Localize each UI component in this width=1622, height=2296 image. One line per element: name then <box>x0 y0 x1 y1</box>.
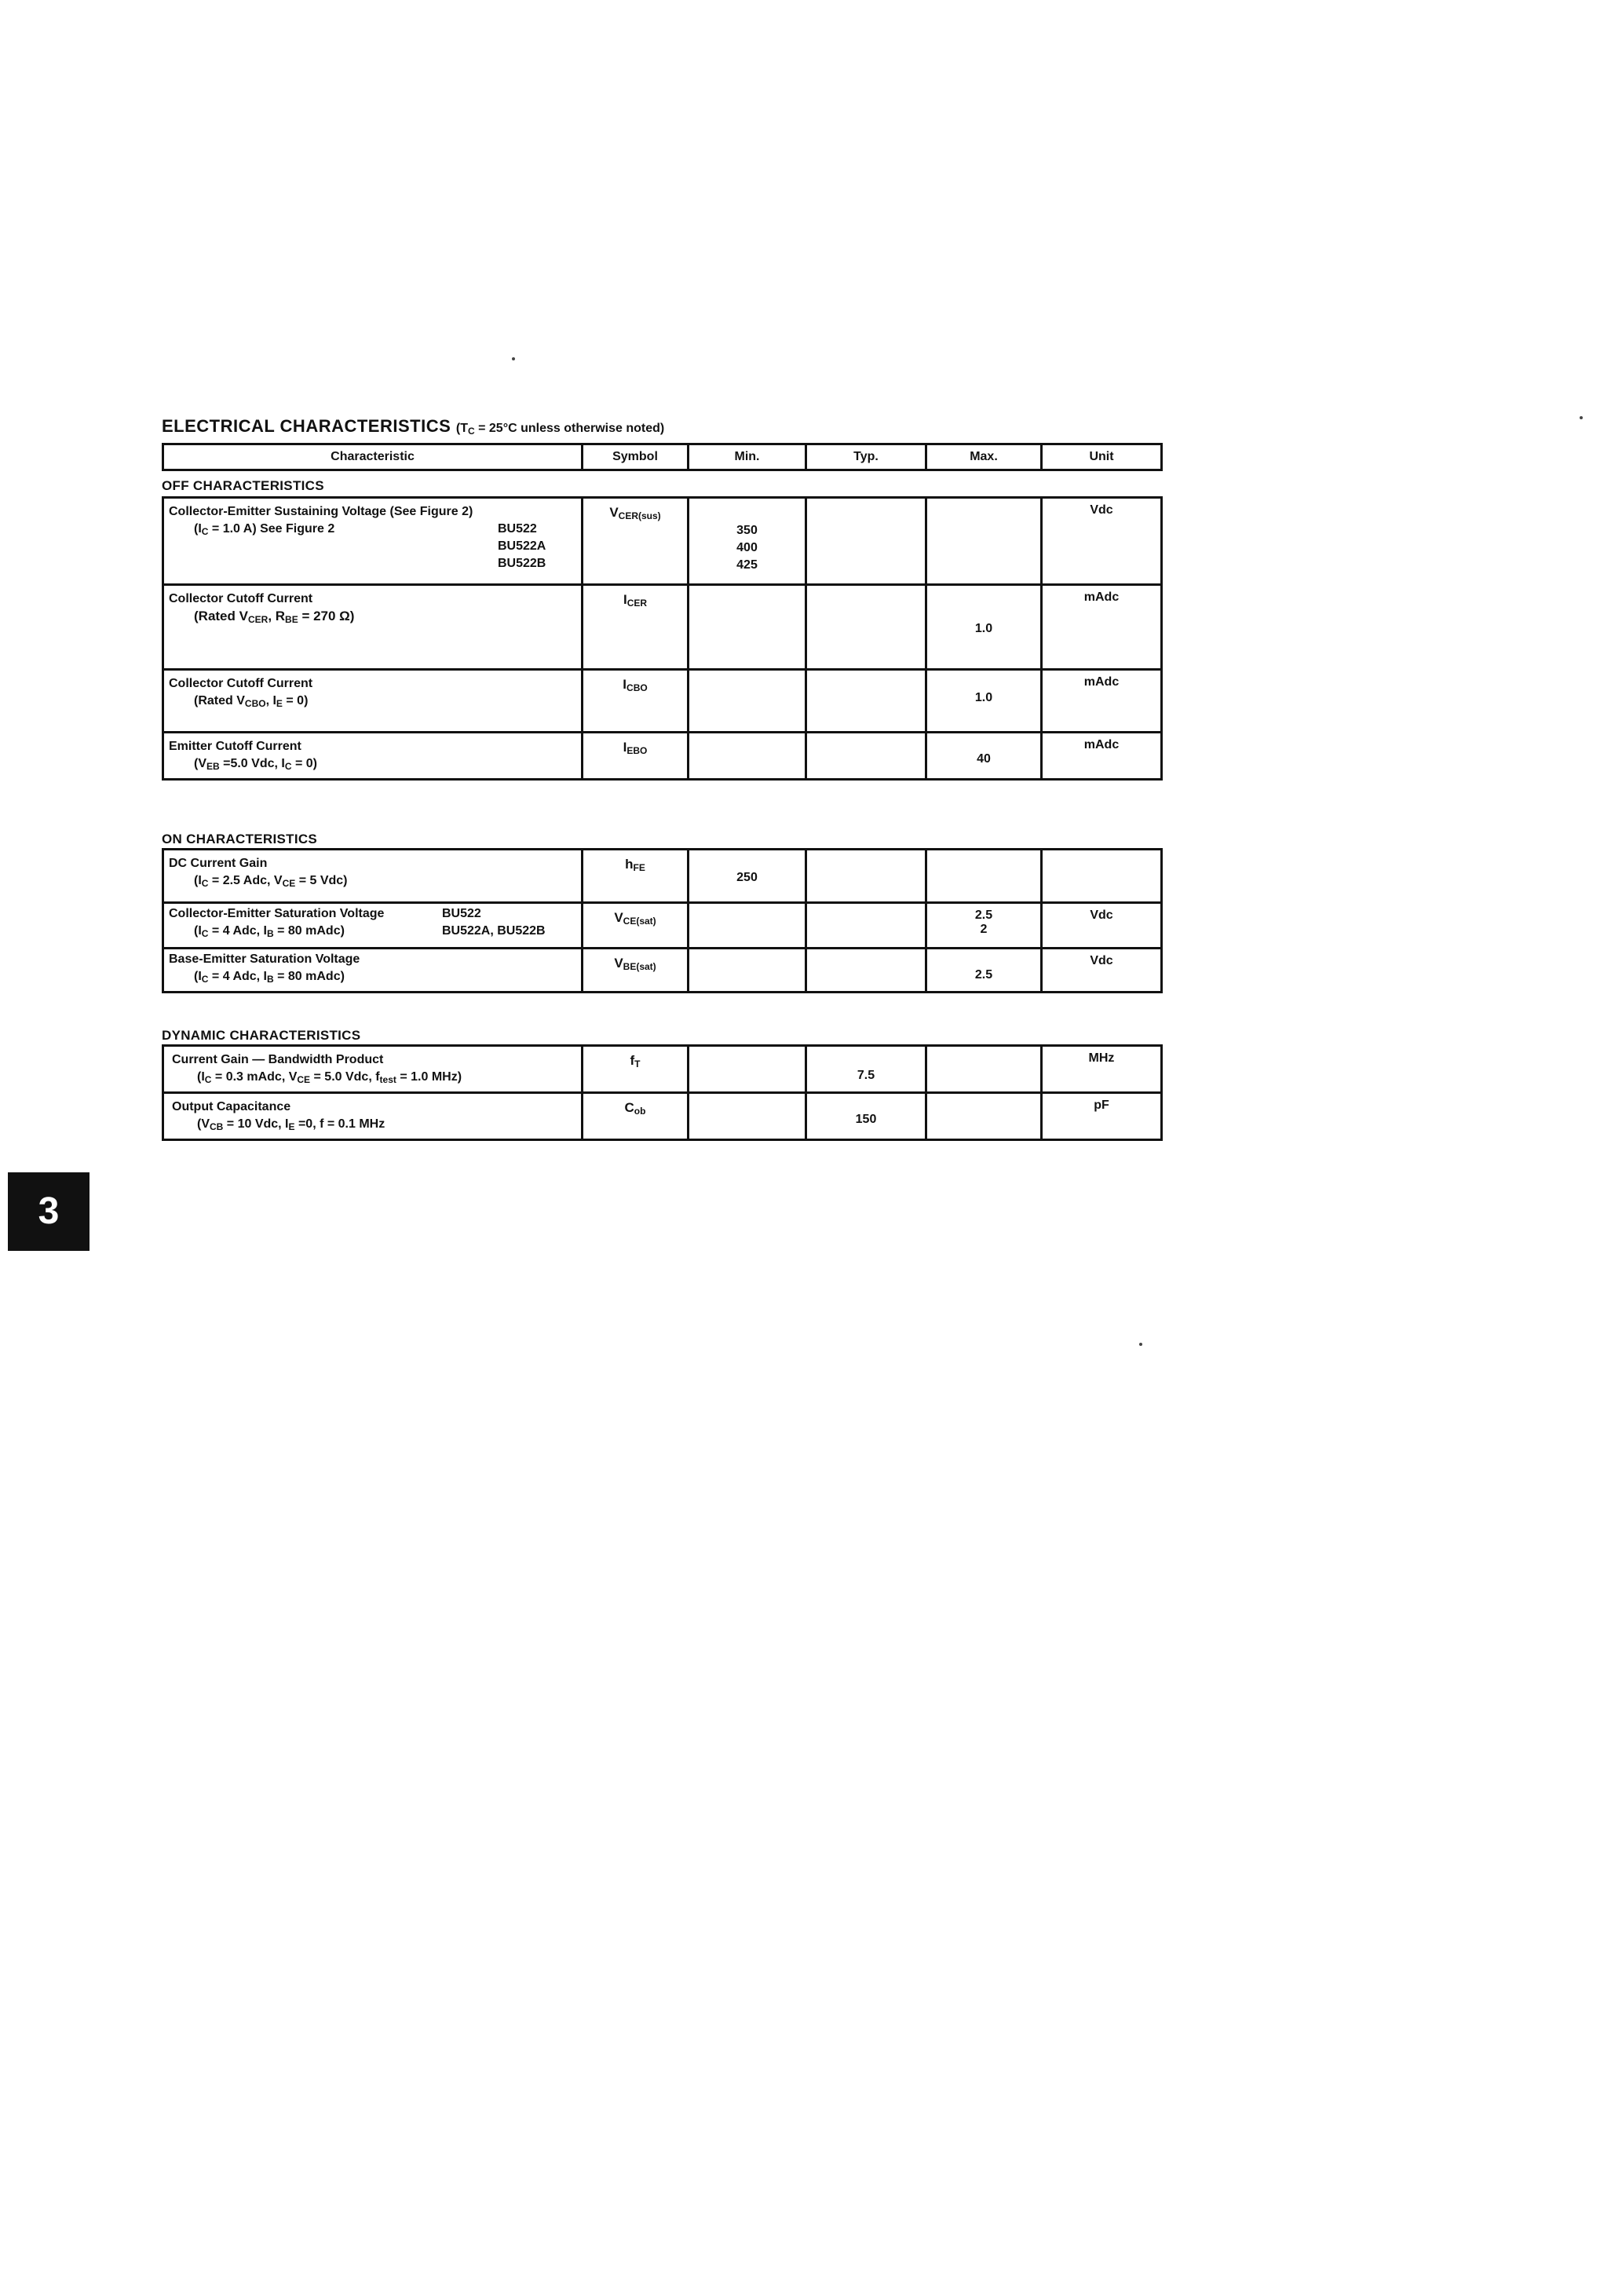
dynamic-characteristics-label: DYNAMIC CHARACTERISTICS <box>162 1028 361 1043</box>
off-characteristics-label: OFF CHARACTERISTICS <box>162 478 324 493</box>
section-title <box>162 416 664 437</box>
max-cell: 40 <box>926 733 1042 780</box>
off-characteristics-table <box>162 443 1163 471</box>
unit-cell: Vdc <box>1042 949 1162 993</box>
unit-cell: MHz <box>1042 1046 1162 1093</box>
typ-cell <box>806 670 926 733</box>
characteristic-cell: Collector Cutoff Current (Rated $V_{CER}$, $R_{BE} = 270$ Ω) <box>163 585 583 670</box>
characteristic-cell: Emitter Cutoff Current ($V_{EB} =5.0$ Vdc, $I_C = 0$) <box>163 733 583 780</box>
max-cell <box>926 498 1042 585</box>
header-max: Max. <box>926 444 1042 470</box>
scan-speck <box>1580 416 1583 419</box>
max-cell <box>926 850 1042 903</box>
min-cell: 350 400 425 <box>689 498 806 585</box>
min-cell <box>689 949 806 993</box>
typ-cell <box>806 498 926 585</box>
unit-cell: mAdc <box>1042 733 1162 780</box>
unit-cell: Vdc <box>1042 903 1162 949</box>
symbol-cell: $h_{FE}$ <box>583 850 689 903</box>
max-cell: 2.5 <box>926 949 1042 993</box>
unit-cell: mAdc <box>1042 670 1162 733</box>
title-text: ELECTRICAL CHARACTERISTICS <box>162 416 451 436</box>
symbol-cell: $I_{EBO}$ <box>583 733 689 780</box>
min-cell <box>689 670 806 733</box>
scan-speck <box>512 357 515 360</box>
title-condition: ($T_C = 25^\circ C$ unless otherwise noted) <box>455 422 665 437</box>
typ-cell <box>806 903 926 949</box>
table-header-row <box>163 444 1162 470</box>
off-table-body <box>162 496 1163 781</box>
characteristic-cell: Current Gain — Bandwidth Product ($I_C = 0.3$ mAdc, $V_{CE} = 5.0$ Vdc, $f_{test} = 1.0$ MHz) <box>163 1046 583 1093</box>
table-row <box>163 1046 1162 1093</box>
table-row <box>163 733 1162 780</box>
characteristic-cell: Collector Cutoff Current (Rated $V_{CBO}$, $I_E = 0$) <box>163 670 583 733</box>
min-cell <box>689 733 806 780</box>
symbol-cell: $I_{CER}$ <box>583 585 689 670</box>
device-list: BU522 BU522A BU522B <box>498 522 546 570</box>
characteristic-cell: DC Current Gain ($I_C = 2.5$ Adc, $V_{CE} = 5$ Vdc) <box>163 850 583 903</box>
typ-cell <box>806 850 926 903</box>
page-section-tab: 3 <box>8 1172 90 1251</box>
min-cell <box>689 903 806 949</box>
header-typ: Typ. <box>806 444 926 470</box>
max-cell: 1.0 <box>926 670 1042 733</box>
on-characteristics-label: ON CHARACTERISTICS <box>162 832 318 846</box>
symbol-cell: $I_{CBO}$ <box>583 670 689 733</box>
table-row <box>163 585 1162 670</box>
header-symbol: Symbol <box>583 444 689 470</box>
characteristic-cell: Output Capacitance ($V_{CB} = 10$ Vdc, $I_E =0$, f = 0.1 MHz <box>163 1093 583 1140</box>
unit-cell: pF <box>1042 1093 1162 1140</box>
table-row <box>163 949 1162 993</box>
max-cell <box>926 1046 1042 1093</box>
device-label: BU522 <box>442 907 481 920</box>
max-cell: 2.5 2 <box>926 903 1042 949</box>
characteristic-cell: Collector-Emitter Sustaining Voltage (See Figure 2) ($I_C = 1.0$ A) See Figure 2 BU522 BU522A BU522B <box>163 498 583 585</box>
table-row <box>163 670 1162 733</box>
header-unit: Unit <box>1042 444 1162 470</box>
max-cell: 1.0 <box>926 585 1042 670</box>
symbol-cell: $V_{CER(sus)}$ <box>583 498 689 585</box>
typ-cell: 7.5 <box>806 1046 926 1093</box>
unit-cell <box>1042 850 1162 903</box>
table-row <box>163 850 1162 903</box>
symbol-cell: $f_T$ <box>583 1046 689 1093</box>
min-cell <box>689 585 806 670</box>
min-cell: 250 <box>689 850 806 903</box>
scan-speck <box>1139 1343 1142 1346</box>
symbol-cell: $V_{CE(sat)}$ <box>583 903 689 949</box>
typ-cell <box>806 733 926 780</box>
unit-cell: mAdc <box>1042 585 1162 670</box>
on-characteristics-table <box>162 848 1163 993</box>
header-characteristic: Characteristic <box>163 444 583 470</box>
header-min: Min. <box>689 444 806 470</box>
dynamic-characteristics-table <box>162 1044 1163 1141</box>
min-cell <box>689 1093 806 1140</box>
symbol-cell: $V_{BE(sat)}$ <box>583 949 689 993</box>
typ-cell <box>806 949 926 993</box>
table-row <box>163 1093 1162 1140</box>
characteristic-cell: Base-Emitter Saturation Voltage ($I_C = 4$ Adc, $I_B = 80$ mAdc) <box>163 949 583 993</box>
max-cell <box>926 1093 1042 1140</box>
table-row <box>163 498 1162 585</box>
typ-cell: 150 <box>806 1093 926 1140</box>
min-cell <box>689 1046 806 1093</box>
symbol-cell: $C_{ob}$ <box>583 1093 689 1140</box>
device-label: BU522A, BU522B <box>442 924 546 938</box>
typ-cell <box>806 585 926 670</box>
characteristic-cell: Collector-Emitter Saturation Voltage ($I_C = 4$ Adc, $I_B = 80$ mAdc) BU522 BU522A, BU522B <box>163 903 583 949</box>
unit-cell: Vdc <box>1042 498 1162 585</box>
table-row <box>163 903 1162 949</box>
